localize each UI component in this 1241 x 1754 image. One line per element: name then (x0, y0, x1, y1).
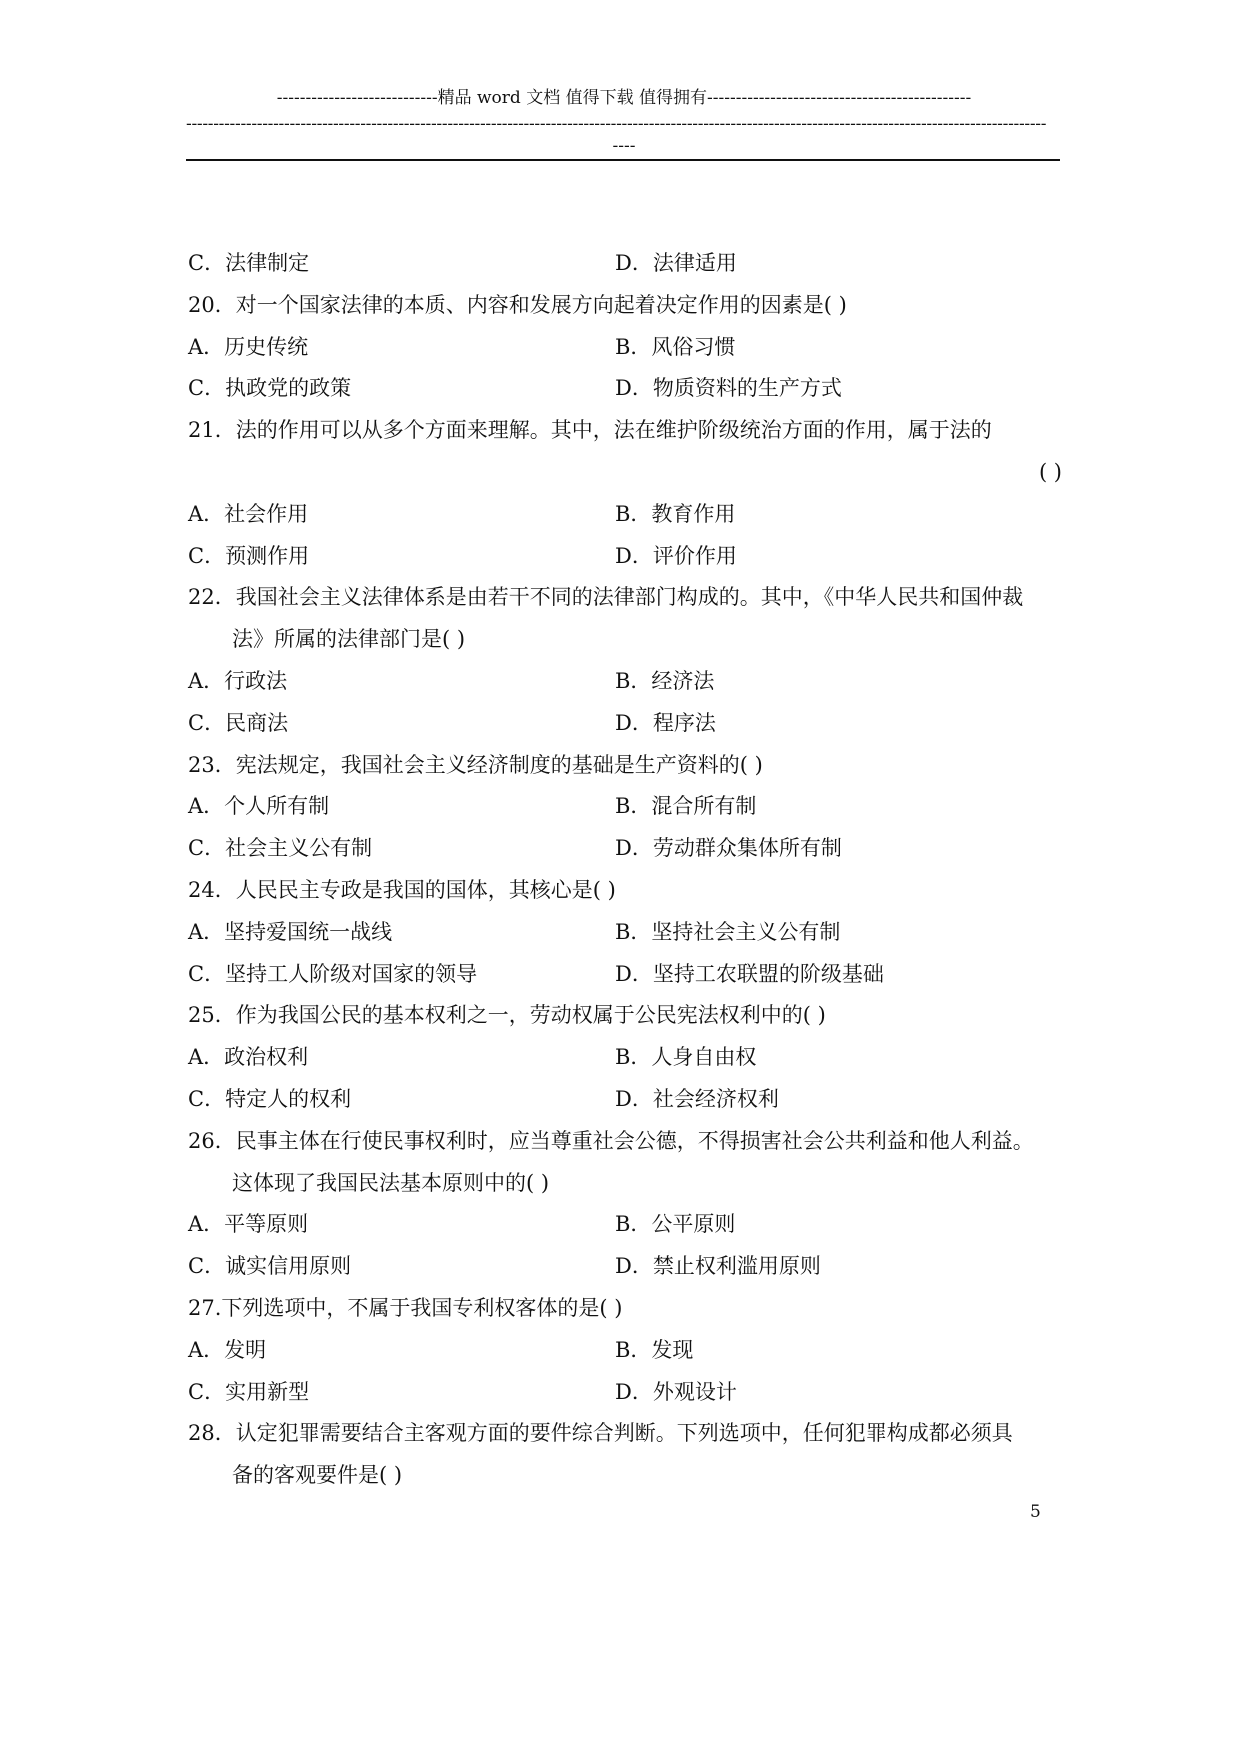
question-stem (188, 875, 1062, 917)
question-text: 22．我国社会主义法律体系是由若干不同的法律部门构成的。其中，《中华人民共和国仲裁 (188, 585, 1024, 610)
option-left: C．民商法 (188, 710, 289, 735)
header-rule (186, 159, 1060, 161)
option-right: D．程序法 (615, 710, 716, 735)
option-right: B．教育作用 (615, 501, 736, 526)
option-row (188, 1209, 1062, 1251)
option-right: D．坚持工农联盟的阶级基础 (615, 961, 884, 986)
question-stem (188, 290, 1062, 332)
option-left: C．特定人的权利 (188, 1086, 352, 1111)
option-row (188, 917, 1062, 959)
option-left: C．法律制定 (188, 251, 310, 275)
question-stem (188, 582, 1062, 624)
option-row (188, 1251, 1062, 1293)
option-right: B．坚持社会主义公有制 (615, 919, 841, 944)
option-right: B．公平原则 (615, 1212, 736, 1237)
option-left: A．社会作用 (188, 501, 309, 526)
option-row (188, 373, 1062, 415)
header-banner: ----------------------------精品 word 文档 值得下载 值得拥有---------------------------------------------- (276, 88, 972, 108)
option-left: A．发明 (188, 1337, 267, 1362)
option-right: B．人身自由权 (615, 1045, 757, 1070)
option-right: D．劳动群众集体所有制 (615, 836, 842, 861)
option-left: A．坚持爱国统一战线 (188, 919, 393, 944)
option-right: D．法律适用 (615, 251, 737, 275)
option-row (188, 248, 1062, 290)
question-body (188, 248, 1062, 1502)
option-row (188, 499, 1062, 541)
option-right: B．经济法 (615, 668, 715, 693)
option-left: C．坚持工人阶级对国家的领导 (188, 961, 478, 986)
option-row (188, 541, 1062, 583)
option-right: D．物质资料的生产方式 (615, 376, 842, 401)
page-number: 5 (1030, 1502, 1041, 1522)
header-dash-tail: ---- (612, 136, 636, 156)
option-row (188, 833, 1062, 875)
question-stem (188, 1418, 1062, 1460)
option-left: C．实用新型 (188, 1379, 310, 1404)
question-text: 20．对一个国家法律的本质、内容和发展方向起着决定作用的因素是( ) (188, 292, 847, 317)
option-row (188, 708, 1062, 750)
question-stem (188, 1126, 1062, 1168)
question-text: 法》所属的法律部门是( ) (232, 627, 466, 652)
option-row (188, 1377, 1062, 1419)
option-right: B．混合所有制 (615, 794, 757, 819)
option-left: A．政治权利 (188, 1045, 309, 1070)
question-continuation (188, 1168, 1062, 1210)
option-left: C．诚实信用原则 (188, 1254, 352, 1279)
option-left: A．个人所有制 (188, 794, 330, 819)
option-row (188, 666, 1062, 708)
option-left: C．执政党的政策 (188, 376, 352, 401)
option-right: B．风俗习惯 (615, 334, 736, 359)
option-row (188, 791, 1062, 833)
option-right: B．发现 (615, 1337, 694, 1362)
header-dash-line: -------------------------------------------------------------------------------------------------------------------------------------------------------------- (186, 114, 1047, 134)
option-right: D．禁止权利滥用原则 (615, 1254, 821, 1279)
question-text: 23．宪法规定，我国社会主义经济制度的基础是生产资料的( ) (188, 752, 763, 777)
question-text: 25．作为我国公民的基本权利之一，劳动权属于公民宪法权利中的( ) (188, 1003, 826, 1028)
answer-paren-row (188, 457, 1062, 499)
option-left: A．平等原则 (188, 1212, 309, 1237)
option-right: D．社会经济权利 (615, 1086, 779, 1111)
question-continuation (188, 1460, 1062, 1502)
option-left: C．社会主义公有制 (188, 836, 373, 861)
option-row (188, 332, 1062, 374)
answer-paren: ( ) (1038, 459, 1062, 484)
question-text: 27.下列选项中，不属于我国专利权客体的是( ) (188, 1295, 623, 1320)
question-continuation (188, 624, 1062, 666)
option-left: A．行政法 (188, 668, 288, 693)
option-row (188, 1084, 1062, 1126)
question-stem (188, 415, 1062, 457)
option-right: D．外观设计 (615, 1379, 737, 1404)
option-right: D．评价作用 (615, 543, 737, 568)
question-text: 28．认定犯罪需要结合主客观方面的要件综合判断。下列选项中，任何犯罪构成都必须具 (188, 1421, 1013, 1446)
option-left: C．预测作用 (188, 543, 310, 568)
question-text: 备的客观要件是( ) (232, 1463, 403, 1488)
question-stem (188, 750, 1062, 792)
question-stem (188, 1293, 1062, 1335)
question-text: 26．民事主体在行使民事权利时，应当尊重社会公德，不得损害社会公共利益和他人利益。 (188, 1128, 1034, 1153)
question-text: 24．人民民主专政是我国的国体，其核心是( ) (188, 877, 616, 902)
option-row (188, 1335, 1062, 1377)
question-text: 21．法的作用可以从多个方面来理解。其中，法在维护阶级统治方面的作用，属于法的 (188, 418, 992, 443)
option-row (188, 959, 1062, 1001)
option-left: A．历史传统 (188, 334, 309, 359)
question-stem (188, 1000, 1062, 1042)
question-text: 这体现了我国民法基本原则中的( ) (232, 1170, 550, 1195)
option-row (188, 1042, 1062, 1084)
